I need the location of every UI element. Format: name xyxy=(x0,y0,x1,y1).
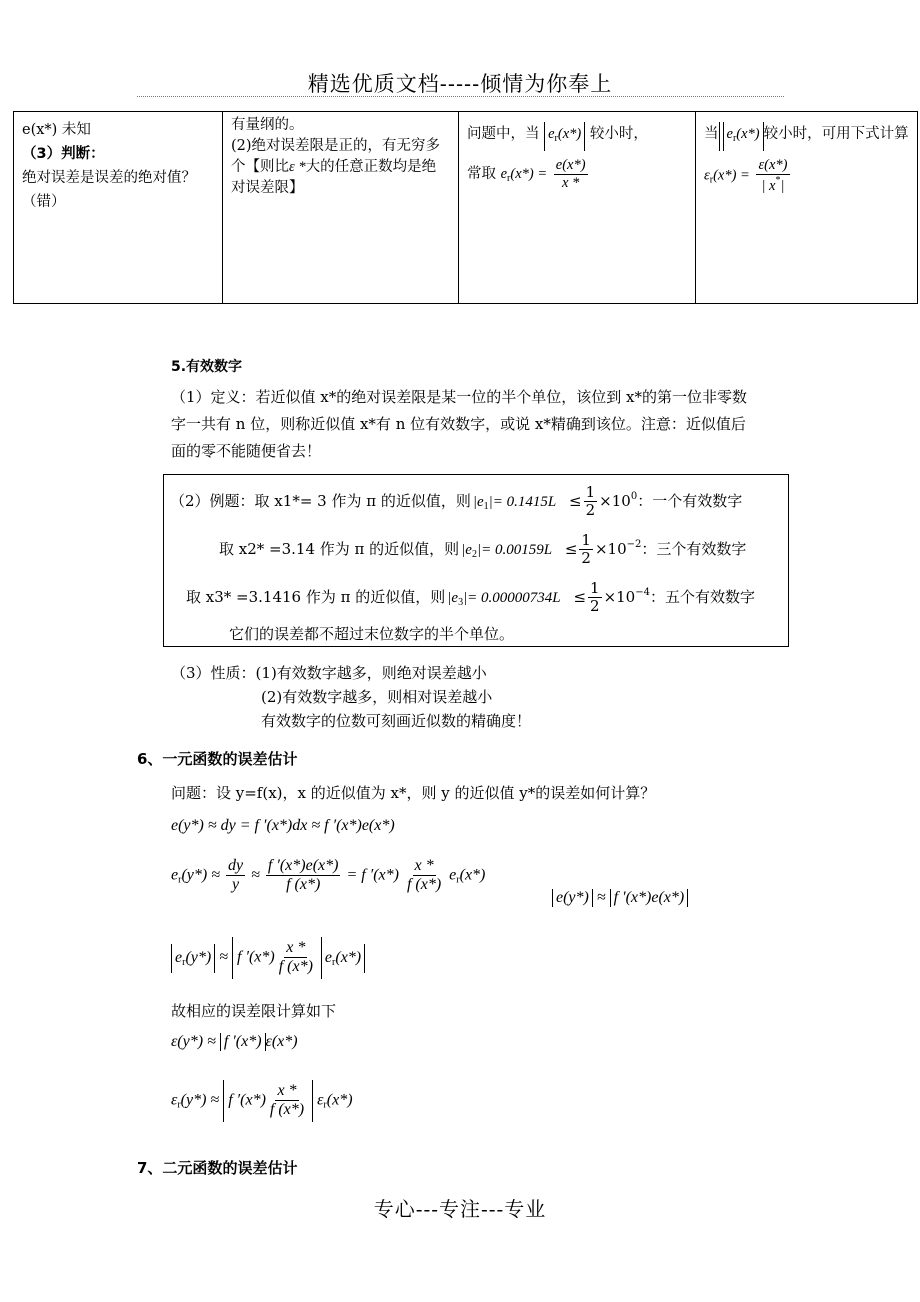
page-header: 精选优质文档-----倾情为你奉上 xyxy=(307,72,613,96)
table-cell-col4 xyxy=(696,112,918,304)
power-exponent: −4 xyxy=(635,586,650,598)
math-sub: 2 xyxy=(471,548,477,560)
definition-line: 面的零不能随便省去！ xyxy=(171,442,322,460)
math-sub: r xyxy=(178,874,182,886)
abs-expression xyxy=(171,944,215,973)
example-text: 取 x2* =3.14 作为 π 的近似值，则 xyxy=(219,539,460,558)
math-symbol: ε xyxy=(317,1091,324,1109)
error-comparison-table xyxy=(13,111,918,304)
math-symbol: ε xyxy=(704,167,710,184)
cell-text: 绝对误差是误差的绝对值？ xyxy=(22,170,196,186)
cell-text-part: 问题中，当 xyxy=(467,126,540,142)
math-arg: (x*) xyxy=(326,1091,353,1109)
section6-title: 6、一元函数的误差估计 xyxy=(137,750,298,768)
abs-expression xyxy=(544,122,585,151)
math-arg: ε(x*) xyxy=(265,1033,298,1050)
math-symbol: ε xyxy=(171,1091,178,1109)
math-arg: (y*) xyxy=(185,948,212,966)
cell-text xyxy=(231,136,450,199)
cell-text: 有量纲的。 xyxy=(231,117,304,133)
math-symbol: e xyxy=(465,541,472,558)
math-arg: (y*) ≈ xyxy=(181,866,220,884)
fraction xyxy=(226,857,245,895)
table-row xyxy=(14,112,918,304)
error-value: |= 0.00159L xyxy=(476,541,553,558)
approx-symbol: ≈ xyxy=(251,866,260,884)
math-sub: r xyxy=(332,956,336,968)
example-line: （2）例题：取 x1*= 3 作为 π 的近似值，则 $|e_1|= 0.1415L$ ≤ $\frac{1}{2}$ $\times 10^0$：一个有效数字 xyxy=(170,483,743,520)
fraction-numerator: x * xyxy=(275,1082,298,1101)
math-sub: r xyxy=(732,133,737,144)
epsilon-symbol: ε * xyxy=(289,159,306,175)
cell-text-part: (2)绝对误差限是正的，有无穷多个【则比 xyxy=(231,138,441,175)
example-note: 它们的误差都不超过末位数字的半个单位。 xyxy=(229,625,515,643)
fraction-denominator: x * xyxy=(562,174,580,191)
section7-title: 7、二元函数的误差估计 xyxy=(137,1159,298,1177)
math-arg: f ′(x*) xyxy=(237,948,275,966)
fraction xyxy=(405,857,443,895)
fraction xyxy=(584,484,598,520)
math-sub: r xyxy=(182,956,186,968)
math-arg: (x*) xyxy=(459,866,486,884)
abs-expression: f ′(x*) xyxy=(220,1033,266,1051)
fraction-denominator: f (x*) xyxy=(278,958,313,976)
fraction-denominator: f (x*) xyxy=(406,876,442,894)
property-line: （3）性质：(1)有效数字越多，则绝对误差越小 xyxy=(171,664,487,682)
page-footer: 专心---专注---专业 xyxy=(373,1197,547,1221)
math-sub: r xyxy=(456,874,460,886)
fraction-denominator: 2 xyxy=(581,549,591,568)
math-symbol: e xyxy=(171,866,179,884)
fraction xyxy=(588,580,602,616)
cell-heading: （3）判断： xyxy=(22,146,105,162)
math-sub: r xyxy=(177,1099,181,1111)
fraction-numerator: 1 xyxy=(585,483,596,501)
fraction-numerator: e(x*) xyxy=(555,157,586,173)
math-arg: (x*) xyxy=(335,948,362,966)
math-sub: r xyxy=(507,173,511,185)
abs-expression xyxy=(719,122,764,151)
le-symbol: ≤ xyxy=(569,491,582,510)
cell-formula xyxy=(467,157,687,191)
fraction xyxy=(268,1082,306,1120)
abs-expression: f ′(x*)e(x*) xyxy=(610,889,689,907)
fraction xyxy=(756,157,789,194)
fraction-denominator: 2 xyxy=(585,501,596,520)
example-line: 取 x2* =3.14 作为 π 的近似值，则 $|e_2|= 0.00159L$ ≤ $\frac{1}{2}$ $\times 10^{-2}$：三个有效数字 xyxy=(219,531,747,568)
fraction xyxy=(579,532,593,568)
math-sub: 1 xyxy=(483,500,489,512)
fraction-numerator: ε(x*) xyxy=(758,157,788,173)
fraction-numerator: x * xyxy=(284,939,307,958)
fraction-denominator: f (x*) xyxy=(286,876,321,894)
math-symbol: e xyxy=(449,866,457,884)
fraction-denominator: 2 xyxy=(590,597,600,616)
cell-text-part: 较小时，可用下式计算 xyxy=(763,126,909,142)
cell-text xyxy=(467,122,687,151)
equation-2 xyxy=(171,857,485,895)
cell-text-part: 当 xyxy=(704,126,719,142)
fraction xyxy=(277,939,315,977)
math-sub: 3 xyxy=(458,596,464,608)
fraction-denominator xyxy=(759,175,786,195)
abs-expression xyxy=(322,944,365,973)
math-symbol: e xyxy=(726,126,733,142)
hence-text: 故相应的误差限计算如下 xyxy=(171,1002,337,1020)
fraction-numerator: f ′(x*)e(x*) xyxy=(266,857,341,876)
equation-1: e(y*) ≈ dy = f ′(x*)dx ≈ f ′(x*)e(x*) xyxy=(171,817,395,834)
math-arg: (x*) xyxy=(736,126,760,142)
power-base: ×10 xyxy=(594,539,627,558)
math-sub: r xyxy=(323,1099,327,1111)
math-symbol: e xyxy=(476,493,484,510)
cell-text-part: 较小时， xyxy=(589,126,648,142)
math-symbol: e xyxy=(500,166,508,183)
math-part: | x xyxy=(761,177,776,194)
equation-5 xyxy=(171,1033,298,1051)
example-text: （2）例题：取 x1*= 3 作为 π 的近似值，则 xyxy=(170,491,471,510)
fraction-numerator: 1 xyxy=(590,579,600,597)
equation-6 xyxy=(171,1080,353,1122)
math-sup: * xyxy=(775,174,781,186)
example-result: ：一个有效数字 xyxy=(637,491,743,510)
equation-3: e(y*) ≈ f ′(x*)e(x*) xyxy=(552,889,688,907)
cell-text-part: 大的任意正数均是绝对误差限】 xyxy=(231,159,437,196)
math-symbol: e xyxy=(548,126,555,142)
math-symbol: e xyxy=(324,948,333,966)
definition-line: （1）定义：若近似值 x*的绝对误差限是某一位的半个单位，该位到 x*的第一位非零数 xyxy=(171,388,748,406)
abs-expression xyxy=(232,937,322,979)
example-result: ：三个有效数字 xyxy=(641,539,747,558)
math-arg: (x*) xyxy=(557,126,582,142)
error-value: |= 0.00000734L xyxy=(463,589,561,606)
power-base: ×10 xyxy=(599,491,631,510)
table-cell-col1 xyxy=(14,112,223,304)
cell-text-part: 常取 xyxy=(467,166,496,183)
power-base: ×10 xyxy=(603,587,636,606)
example-line: 取 x3* =3.1416 作为 π 的近似值，则 $|e_3|= 0.00000734L$ ≤ $\frac{1}{2}$ $\times 10^{-4}$：五个有效数字 xyxy=(186,579,755,616)
fraction-denominator: y xyxy=(232,876,240,894)
table-cell-col3 xyxy=(459,112,696,304)
math-arg: (y*) ≈ xyxy=(180,1091,220,1109)
abs-expression: e(y*) xyxy=(552,889,593,907)
example-text: 取 x3* =3.1416 作为 π 的近似值，则 xyxy=(186,587,446,606)
math-part: | xyxy=(780,177,785,194)
math-arg: ε(y*) ≈ xyxy=(171,1033,216,1050)
math-arg: f ′(x*) xyxy=(228,1091,266,1109)
math-arg: = f ′(x*) xyxy=(346,866,399,884)
question-text: 问题：设 y=f(x)，x 的近似值为 x*，则 y 的近似值 y*的误差如何计算？ xyxy=(171,784,656,802)
section5-title: 5.有效数字 xyxy=(171,359,243,375)
cell-text xyxy=(704,122,909,151)
table-cell-col2 xyxy=(223,112,459,304)
definition-line: 字一共有 n 位，则称近似值 x*有 n 位有效数字，或说 x*精确到该位。注意：近似值后 xyxy=(171,415,746,433)
fraction-numerator: 1 xyxy=(581,531,591,549)
power-exponent: 0 xyxy=(630,490,638,502)
property-line: 有效数字的位数可刻画近似数的精确度！ xyxy=(261,712,532,730)
abs-inner xyxy=(723,122,760,151)
math-symbol: e xyxy=(451,589,459,606)
le-symbol: ≤ xyxy=(573,587,587,606)
math-sub: r xyxy=(709,174,714,186)
property-line: (2)有效数字越多，则相对误差越小 xyxy=(261,688,493,706)
cell-text: （错） xyxy=(22,194,66,210)
le-symbol: ≤ xyxy=(564,539,578,558)
fraction xyxy=(554,157,588,191)
cell-formula xyxy=(704,157,909,194)
fraction-denominator: f (x*) xyxy=(269,1101,305,1119)
power-exponent: −2 xyxy=(626,538,642,550)
math-symbol: e xyxy=(175,948,183,966)
fraction xyxy=(266,857,341,895)
cell-text: e(x*) 未知 xyxy=(22,122,91,138)
math-sub: r xyxy=(554,133,558,144)
fraction-numerator: x * xyxy=(413,857,436,876)
fraction-numerator: dy xyxy=(226,857,245,876)
equation-4: $e_r(y*) \approx f$ ′(x*) $\frac{x *}{f (x*)}$ $e_r(x*)$ xyxy=(171,937,365,979)
header-divider xyxy=(137,96,784,97)
abs-expression xyxy=(223,1080,313,1122)
error-value: |= 0.1415L xyxy=(488,493,557,510)
math-arg: (x*) = xyxy=(510,166,548,183)
example-result: ：五个有效数字 xyxy=(649,587,755,606)
math-arg: (x*) = xyxy=(713,167,750,184)
